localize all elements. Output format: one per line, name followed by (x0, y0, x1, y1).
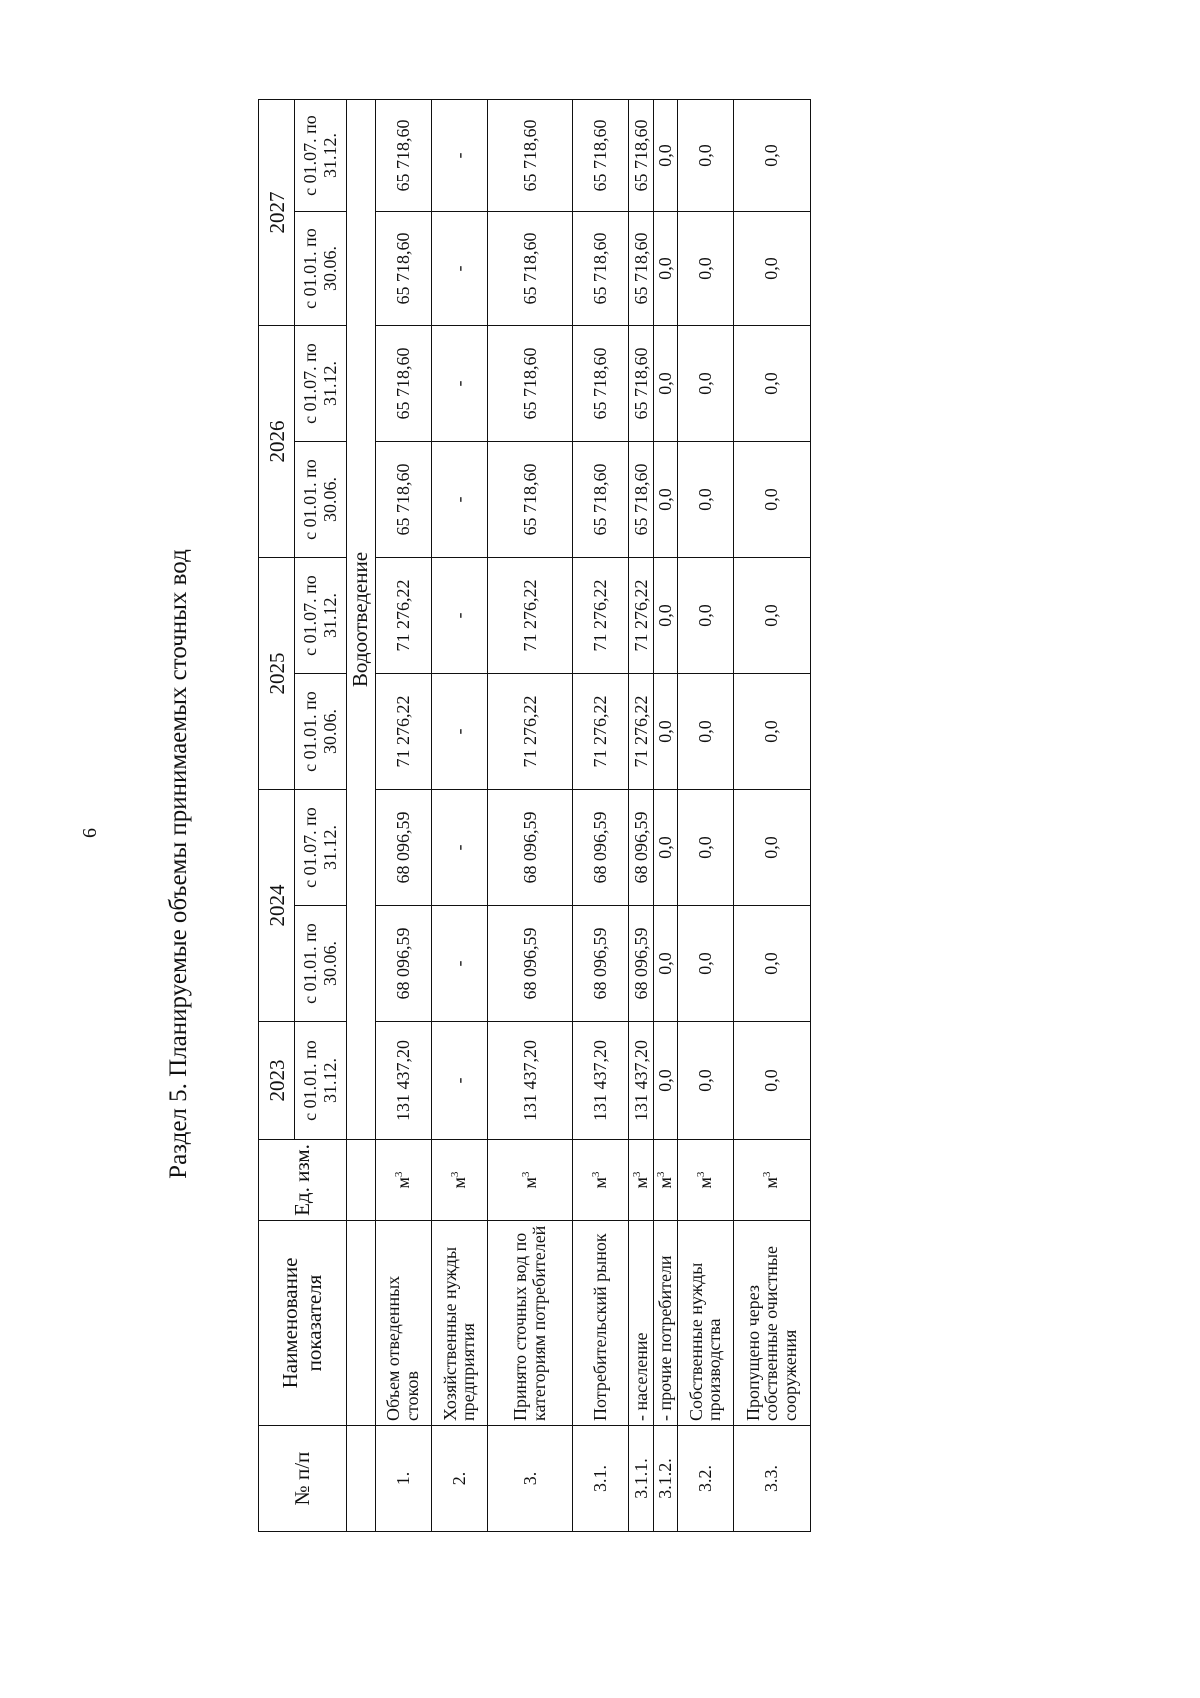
value-cell: 0,0 (654, 100, 678, 212)
value-cell: 65 718,60 (628, 442, 654, 558)
value-cell: 68 096,59 (488, 906, 573, 1022)
row-unit (733, 1140, 810, 1221)
value-cell: 131 437,20 (628, 1022, 654, 1140)
value-cell: - (431, 790, 488, 906)
value-cell: 0,0 (678, 674, 734, 790)
value-cell: 65 718,60 (488, 100, 573, 212)
value-cell: 131 437,20 (573, 1022, 629, 1140)
value-cell: 0,0 (678, 1022, 734, 1140)
value-cell: 65 718,60 (573, 212, 629, 326)
table-row (375, 100, 431, 1532)
value-cell: 65 718,60 (375, 212, 431, 326)
page-number: 6 (79, 828, 101, 838)
table-row (678, 100, 734, 1532)
value-cell: 71 276,22 (573, 674, 629, 790)
unit-superscript: 3 (655, 1171, 668, 1178)
row-indicator-name: Принято сточных вод по категориям потребителей (488, 1221, 573, 1426)
value-cell: 65 718,60 (375, 100, 431, 212)
table-row (573, 100, 629, 1532)
value-cell: 0,0 (654, 906, 678, 1022)
value-cell: 0,0 (654, 1022, 678, 1140)
row-number: 3.1. (573, 1426, 629, 1532)
value-cell: 65 718,60 (375, 442, 431, 558)
value-cell: 131 437,20 (375, 1022, 431, 1140)
value-cell: - (431, 326, 488, 442)
value-cell: 0,0 (654, 790, 678, 906)
unit-base: м (589, 1177, 610, 1189)
unit-base: м (761, 1177, 782, 1189)
unit-superscript: 3 (694, 1171, 707, 1178)
row-number: 3.1.2. (654, 1426, 678, 1532)
value-cell: 65 718,60 (573, 442, 629, 558)
value-cell: 0,0 (733, 212, 810, 326)
unit-superscript: 3 (392, 1171, 405, 1178)
header-year: 2027 (259, 100, 295, 326)
unit-base: м (694, 1177, 715, 1189)
row-indicator-name: Хозяйственные нужды предприятия (431, 1221, 488, 1426)
header-period: с 01.01. по 30.06. (295, 212, 346, 326)
row-indicator-name: Потребительский рынок (573, 1221, 629, 1426)
row-indicator-name: - прочие потребители (654, 1221, 678, 1426)
value-cell: 71 276,22 (573, 558, 629, 674)
unit-base: м (655, 1177, 676, 1189)
header-period: с 01.01. по 30.06. (295, 442, 346, 558)
value-cell: 65 718,60 (573, 100, 629, 212)
value-cell: 0,0 (678, 906, 734, 1022)
unit-superscript: 3 (630, 1171, 643, 1178)
value-cell: 65 718,60 (628, 326, 654, 442)
unit-base: м (630, 1177, 651, 1189)
value-cell: 0,0 (733, 790, 810, 906)
value-cell: 0,0 (678, 100, 734, 212)
value-cell: - (431, 100, 488, 212)
unit-superscript: 3 (519, 1171, 532, 1178)
value-cell: 71 276,22 (375, 558, 431, 674)
value-cell: 65 718,60 (488, 442, 573, 558)
row-number: 3.3. (733, 1426, 810, 1532)
row-unit (628, 1140, 654, 1221)
value-cell: 0,0 (654, 326, 678, 442)
value-cell: 71 276,22 (375, 674, 431, 790)
header-year: 2026 (259, 326, 295, 558)
value-cell: - (431, 558, 488, 674)
value-cell: 65 718,60 (628, 100, 654, 212)
value-cell: 71 276,22 (628, 674, 654, 790)
row-unit (573, 1140, 629, 1221)
header-year: 2025 (259, 558, 295, 790)
row-unit (488, 1140, 573, 1221)
value-cell: 0,0 (678, 212, 734, 326)
section-row-label: Водоотведение (346, 100, 375, 1140)
unit-base: м (448, 1177, 469, 1189)
value-cell: 68 096,59 (375, 906, 431, 1022)
header-name: Наименование показателя (259, 1221, 347, 1426)
value-cell: 0,0 (678, 326, 734, 442)
row-unit (375, 1140, 431, 1221)
table-row (733, 100, 810, 1532)
header-num: № п/п (259, 1426, 347, 1532)
value-cell: 0,0 (733, 674, 810, 790)
value-cell: 0,0 (733, 326, 810, 442)
header-period: с 01.07. по 31.12. (295, 100, 346, 212)
value-cell: 71 276,22 (488, 558, 573, 674)
row-number: 3.2. (678, 1426, 734, 1532)
value-cell: - (431, 212, 488, 326)
header-year: 2024 (259, 790, 295, 1022)
value-cell: 0,0 (654, 212, 678, 326)
value-cell: 0,0 (733, 100, 810, 212)
value-cell: 0,0 (733, 906, 810, 1022)
table-container (258, 100, 811, 1532)
row-indicator-name: Собственные нужды производства (678, 1221, 734, 1426)
wastewater-volume-table (258, 99, 811, 1532)
row-unit (678, 1140, 734, 1221)
section-title: Раздел 5. Планируемые объемы принимаемых сточных вод (165, 549, 192, 1179)
row-indicator-name: Объем отведенных стоков (375, 1221, 431, 1426)
value-cell: 65 718,60 (573, 326, 629, 442)
unit-superscript: 3 (761, 1171, 774, 1178)
value-cell: 68 096,59 (375, 790, 431, 906)
row-number: 3.1.1. (628, 1426, 654, 1532)
header-year: 2023 (259, 1022, 295, 1140)
value-cell: 71 276,22 (488, 674, 573, 790)
unit-superscript: 3 (448, 1171, 461, 1178)
header-period: с 01.01. по 31.12. (295, 1022, 346, 1140)
value-cell: - (431, 674, 488, 790)
header-unit: Ед. изм. (259, 1140, 347, 1221)
row-indicator-name: - население (628, 1221, 654, 1426)
table-row (431, 100, 488, 1532)
row-unit (654, 1140, 678, 1221)
unit-base: м (392, 1177, 413, 1189)
value-cell: 65 718,60 (375, 326, 431, 442)
value-cell: 65 718,60 (488, 212, 573, 326)
value-cell: 0,0 (654, 558, 678, 674)
value-cell: 68 096,59 (628, 790, 654, 906)
header-period: с 01.01. по 30.06. (295, 674, 346, 790)
value-cell: 71 276,22 (628, 558, 654, 674)
row-unit (431, 1140, 488, 1221)
header-period: с 01.07. по 31.12. (295, 558, 346, 674)
value-cell: - (431, 442, 488, 558)
row-number: 3. (488, 1426, 573, 1532)
row-number: 2. (431, 1426, 488, 1532)
value-cell: - (431, 906, 488, 1022)
header-period: с 01.01. по 30.06. (295, 906, 346, 1022)
value-cell: 65 718,60 (628, 212, 654, 326)
value-cell: 0,0 (654, 674, 678, 790)
value-cell: 0,0 (678, 790, 734, 906)
row-number: 1. (375, 1426, 431, 1532)
table-row (654, 100, 678, 1532)
row-indicator-name: Пропущено через собственные очистные сооружения (733, 1221, 810, 1426)
value-cell: 68 096,59 (488, 790, 573, 906)
value-cell: 0,0 (733, 442, 810, 558)
value-cell: 0,0 (678, 442, 734, 558)
value-cell: 131 437,20 (488, 1022, 573, 1140)
value-cell: 0,0 (733, 558, 810, 674)
value-cell: 65 718,60 (488, 326, 573, 442)
header-period: с 01.07. по 31.12. (295, 790, 346, 906)
value-cell: 0,0 (654, 442, 678, 558)
table-row (628, 100, 654, 1532)
unit-base: м (519, 1177, 540, 1189)
value-cell: 0,0 (678, 558, 734, 674)
value-cell: 68 096,59 (573, 790, 629, 906)
header-period: с 01.07. по 31.12. (295, 326, 346, 442)
value-cell: 68 096,59 (573, 906, 629, 1022)
value-cell: - (431, 1022, 488, 1140)
table-row (488, 100, 573, 1532)
value-cell: 68 096,59 (628, 906, 654, 1022)
unit-superscript: 3 (589, 1171, 602, 1178)
value-cell: 0,0 (733, 1022, 810, 1140)
